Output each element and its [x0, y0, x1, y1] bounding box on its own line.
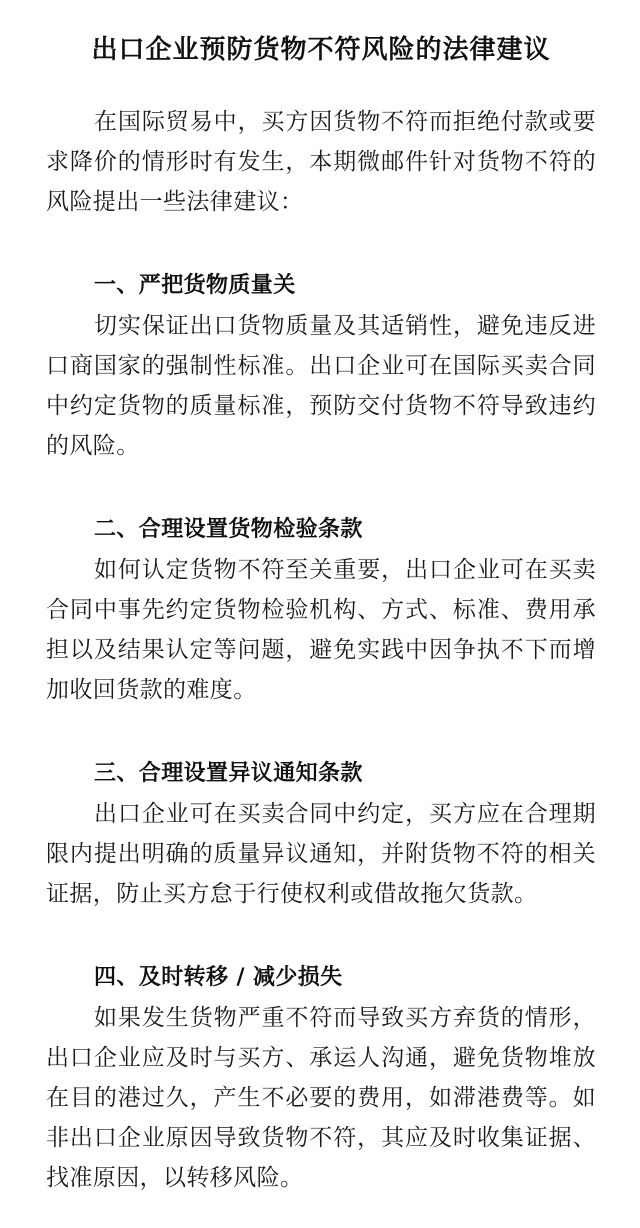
- section-heading: 四、及时转移 / 减少损失: [94, 965, 343, 990]
- section-2: [46, 510, 596, 710]
- section-heading: 三、合理设置异议通知条款: [94, 761, 363, 786]
- section-heading: 二、合理设置货物检验条款: [94, 517, 363, 542]
- section-body: 切实保证出口货物质量及其适销性，避免违反进口商国家的强制性标准。出口企业可在国际买卖合同中约定货物的质量标准，预防交付货物不符导致违约的风险。: [46, 313, 596, 459]
- section-body: 如何认定货物不符至关重要，出口企业可在买卖合同中事先约定货物检验机构、方式、标准、费用承担以及结果认定等问题，避免实践中因争执不下而增加收回货款的难度。: [46, 557, 596, 703]
- section-body: 如果发生货物严重不符而导致买方弃货的情形，出口企业应及时与买方、承运人沟通，避免货物堆放在目的港过久，产生不必要的费用，如滞港费等。如非出口企业原因导致货物不符，其应及时收集证据、找准原因，以转移风险。: [46, 1005, 596, 1191]
- intro-paragraph: 在国际贸易中，买方因货物不符而拒绝付款或要求降价的情形时有发生，本期微邮件针对货物不符的风险提出一些法律建议：: [46, 109, 596, 215]
- section-heading: 一、严把货物质量关: [94, 273, 296, 298]
- section-3: [46, 754, 596, 914]
- section-1: [46, 266, 596, 466]
- section-4: [46, 958, 596, 1198]
- section-body: 出口企业可在买卖合同中约定，买方应在合理期限内提出明确的质量异议通知，并附货物不符的相关证据，防止买方怠于行使权利或借故拖欠货款。: [46, 801, 596, 907]
- article-title: 出口企业预防货物不符风险的法律建议: [91, 35, 551, 65]
